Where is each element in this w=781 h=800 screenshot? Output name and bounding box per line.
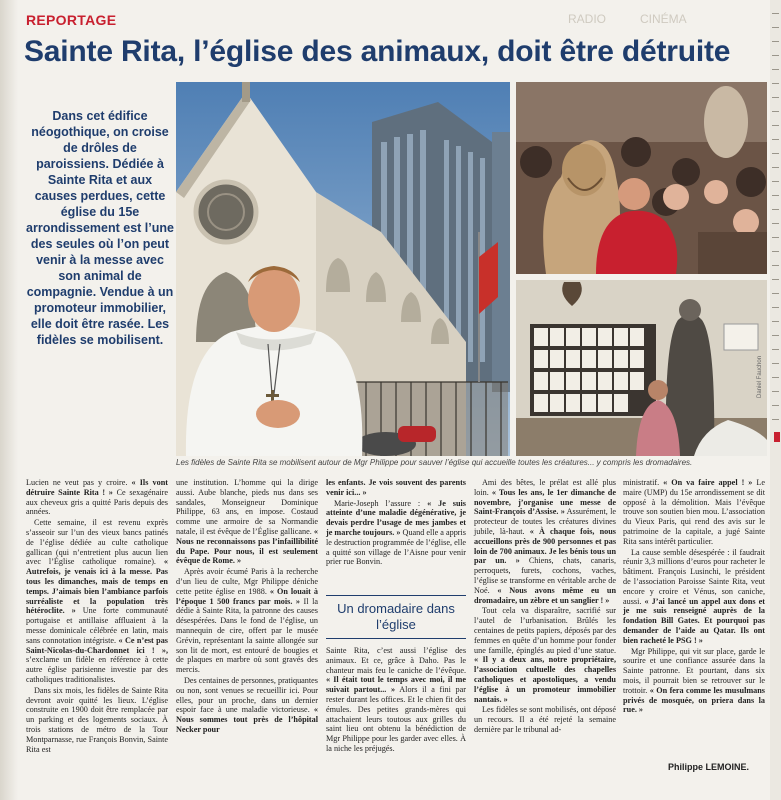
faint-header-text: CINÉMA: [640, 12, 687, 26]
page-fold-shadow: [0, 0, 18, 800]
lede-paragraph: Dans cet édifice néogothique, on croise de drôles de paroissiens. Dédiée à Sainte Rita et aux causes perdues, cette église du 15e arrondissement est l’une des seules où l’on peut venir à la messe avec son animal de compagnie. Vendue à un promoteur immobilier, elle doit être rasée. Les fidèles se mobilisent.: [26, 109, 174, 347]
body-text: Des centaines de personnes, pratiquantes ou non, sont venues se recueillir ici. Pour elles, pour un proche, dans un dernier espoir face à une maladie victorieuse.: [176, 675, 318, 715]
section-label: REPORTAGE: [26, 12, 117, 28]
body-text: Les fidèles se sont mobilisés, ont déposé un recours. Il a été rejeté la semaine dernière par le tribunal ad-: [474, 705, 616, 734]
body-text: s’exclame un fidèle en référence à cette autre église parisienne investie par des catholiques traditionalistes.: [26, 655, 168, 684]
headline: Sainte Rita, l’église des animaux, doit être détruite: [24, 35, 731, 68]
quote-text: « Autrefois, je venais ici à la messe. Pas tous les dimanches, mais de temps en temps. J’aimais bien l’ambiance parfois surréaliste et la population très hétéroclite. »: [26, 557, 168, 616]
quote-text: « Tous les ans, le 1er dimanche de novembre, j’organise une messe de Saint-François d’Assise. »: [474, 487, 616, 517]
faint-header-text: RADIO: [568, 12, 607, 26]
body-text: Mgr Philippe, qui vit sur place, garde le sourire et une confiance assurée dans la Sainte patronne. Et pourtant, dans six mois, il pourrait bien se retrouver sur le trottoir.: [623, 646, 765, 695]
quote-text: « Ils vont détruire Sainte Rita ! »: [26, 478, 168, 497]
camel-crowd-illustration: [516, 82, 767, 274]
board-statue-illustration: [516, 280, 767, 456]
photo-caption: Les fidèles de Sainte Rita se mobilisent autour de Mgr Philippe pour sauver l’église qui accueille toutes les créatures... y compris les dromadaires.: [176, 458, 693, 467]
body-text: Chiens, chats, canaris, perroquets, furets, cochons, vaches, l’église se transforme en véritable arche de Noé.: [474, 556, 616, 595]
quote-text: « Ce n’est pas Saint-Nicolas-du-Chardonnet ici ! »,: [26, 635, 168, 655]
camel-crowd-photo: [516, 82, 767, 274]
article-column-3-bottom: [326, 646, 466, 755]
article-column-1: [26, 478, 168, 755]
body-text: Après avoir écumé Paris à la recherche d’un lieu de culte, Mgr Philippe déniche cette petite église en 1988.: [176, 567, 318, 596]
body-text: Dans six mois, les fidèles de Sainte Rita devront avoir quitté les lieux. L’église construite en 1900 doit être remplacée par un parking et des logements sociaux. À trois stations de métro de la Tour Montparnasse, rue François Bonvin, Sainte Rita est: [26, 685, 168, 754]
body-text: Quand elle a appris le destruction programmée de l’église, elle a quitté son village de l’Aisne pour venir prier rue Bonvin.: [326, 527, 466, 567]
body-text: Sainte Rita, c’est aussi l’église des animaux. Et ce, grâce à Daho. Pas le chanteur mais feu le caniche de l’évêque.: [326, 646, 466, 675]
body-text: Alors il a fini par rester durant les offices. Et le chien fit des émules. Des petites grands-mères qui attachaient leurs toutous aux grilles du saint lieu ont obtenu la bénédiction de Mgr Philippe pour les garder avec elles. À la niche les préjugés.: [326, 685, 467, 753]
subheading: Un dromadaire dans l’église: [326, 595, 466, 639]
quote-text: « À chaque fois, nous accueillons près de 900 personnes et pas loin de 700 animaux. Je les bénis tous un par un. »: [474, 526, 616, 566]
article-column-4: [474, 478, 616, 736]
quote-text: « J’ai lancé un appel aux dons et je me suis renseigné auprès de la fondation Bill Gates. Et pourquoi pas demander de l’aide au Qatar. Ils ont bien racheté le PSG ! »: [623, 596, 766, 645]
body-text: Il la dédie à Sainte Rita, la patronne des causes désespérées. Dans le fond de l’église, un mannequin de cire, offert par le musée Grévin, représentant la sainte allongée sur son lit de mort, est entouré de bougies et de plaques en marbre où sont gravés des mercis.: [176, 596, 318, 675]
body-text: Assurément, le protecteur de toutes les créatures divines jubile, là-haut.: [474, 507, 616, 536]
quote-text: les enfants. Je vois souvent des parents venir ici... »: [326, 478, 466, 497]
church-photo: [176, 82, 510, 456]
body-text: Une forte communauté portugaise et antillaise affluaient à la messe dominicale célébrée en latin, mais sans connotation intégriste.: [26, 606, 168, 645]
body-text: Cette semaine, il est revenu exprès s’asseoir sur l’un des vieux bancs patinés de l’église dédiée au culte catholique gallican (qui n’entretient plus aucun lien avec l’Église catholique romaine).: [26, 518, 168, 567]
quote-text: « Je suis atteinte d’une maladie dégénérative, je devais perdre l’usage de mes jambes et je marche toujours. »: [326, 498, 466, 537]
photo-credit: Daniel Fauchon: [757, 355, 763, 398]
article-column-2: [176, 478, 318, 736]
quote-text: « On louait à l’époque 1 500 francs par mois. »: [176, 586, 318, 606]
body-text: Lucien ne veut pas y croire.: [26, 478, 132, 487]
body-text: Ami des bêtes, le prélat est allé plus loin.: [474, 478, 616, 497]
quote-text: « Nous sommes tout près de l’hôpital Necker pour: [176, 705, 318, 734]
church-photo-illustration: [176, 82, 510, 456]
byline: Philippe LEMOINE.: [668, 762, 750, 772]
article-column-5: [623, 478, 765, 716]
article-column-3-top: [326, 478, 466, 568]
quote-text: « Nous avons même eu un dromadaire, un zèbre et un sanglier ! »: [474, 585, 616, 605]
body-text: Le maire (UMP) du 15e arrondissement se dit opposé à la démolition. Mais l’évêque trouve son soutien bien mou. L’association du Vieux Paris, qui rend des avis sur le patrimoine de la capitale, a jugé Sainte Rita sans intérêt particulier.: [623, 478, 765, 546]
body-text: Tout cela va disparaître, sacrifié sur l’autel de l’urbanisation. Brûlés les centaines de petits papiers, déposés par des femmes en quête d’un homme pour fonder une famille, épinglés au pied d’une statue.: [474, 606, 616, 655]
board-statue-photo: [516, 280, 767, 456]
quote-text: « Il était tout le temps avec moi, il me suivait partout... »: [326, 675, 466, 695]
body-text: La cause semble désespérée : il faudrait réunir 3,3 millions d’euros pour racheter le bâtiment. François Lusinchi, le président de l’association Paroisse Sainte Rita, veut encore y croire et Vénus, son caniche, aussi.: [623, 547, 765, 606]
quote-text: « Nous ne reconnaissons pas l’infaillibilité du Pape. Pour nous, il est seulement évêque de Rome. »: [176, 526, 318, 566]
quote-text: « On fera comme les musulmans privés de mosquée, on priera dans la rue. »: [623, 685, 765, 715]
body-text: Marie-Joseph l’assure :: [334, 498, 428, 508]
quote-text: « Il y a deux ans, notre propriétaire, l’association cultuelle des chapelles catholiques et apostoliques, a vendu l’église à un promoteur immobilier nantais. »: [474, 655, 616, 704]
body-text: ministratif.: [623, 478, 664, 487]
quote-text: « On va faire appel ! »: [663, 478, 753, 487]
adjacent-page-edge: [770, 0, 781, 800]
body-text: Ce sexagénaire aux cheveux gris a quitté Paris depuis des années.: [26, 487, 168, 517]
body-text: une institution. L’homme qui la dirige aussi. Aube blanche, pieds nus dans ses sandales, Monseigneur Dominique Philippe, 63 ans, en impose. Costaud comme une armoire de sa Normandie natale, il est évêque de l’Église gallicane.: [176, 478, 318, 536]
